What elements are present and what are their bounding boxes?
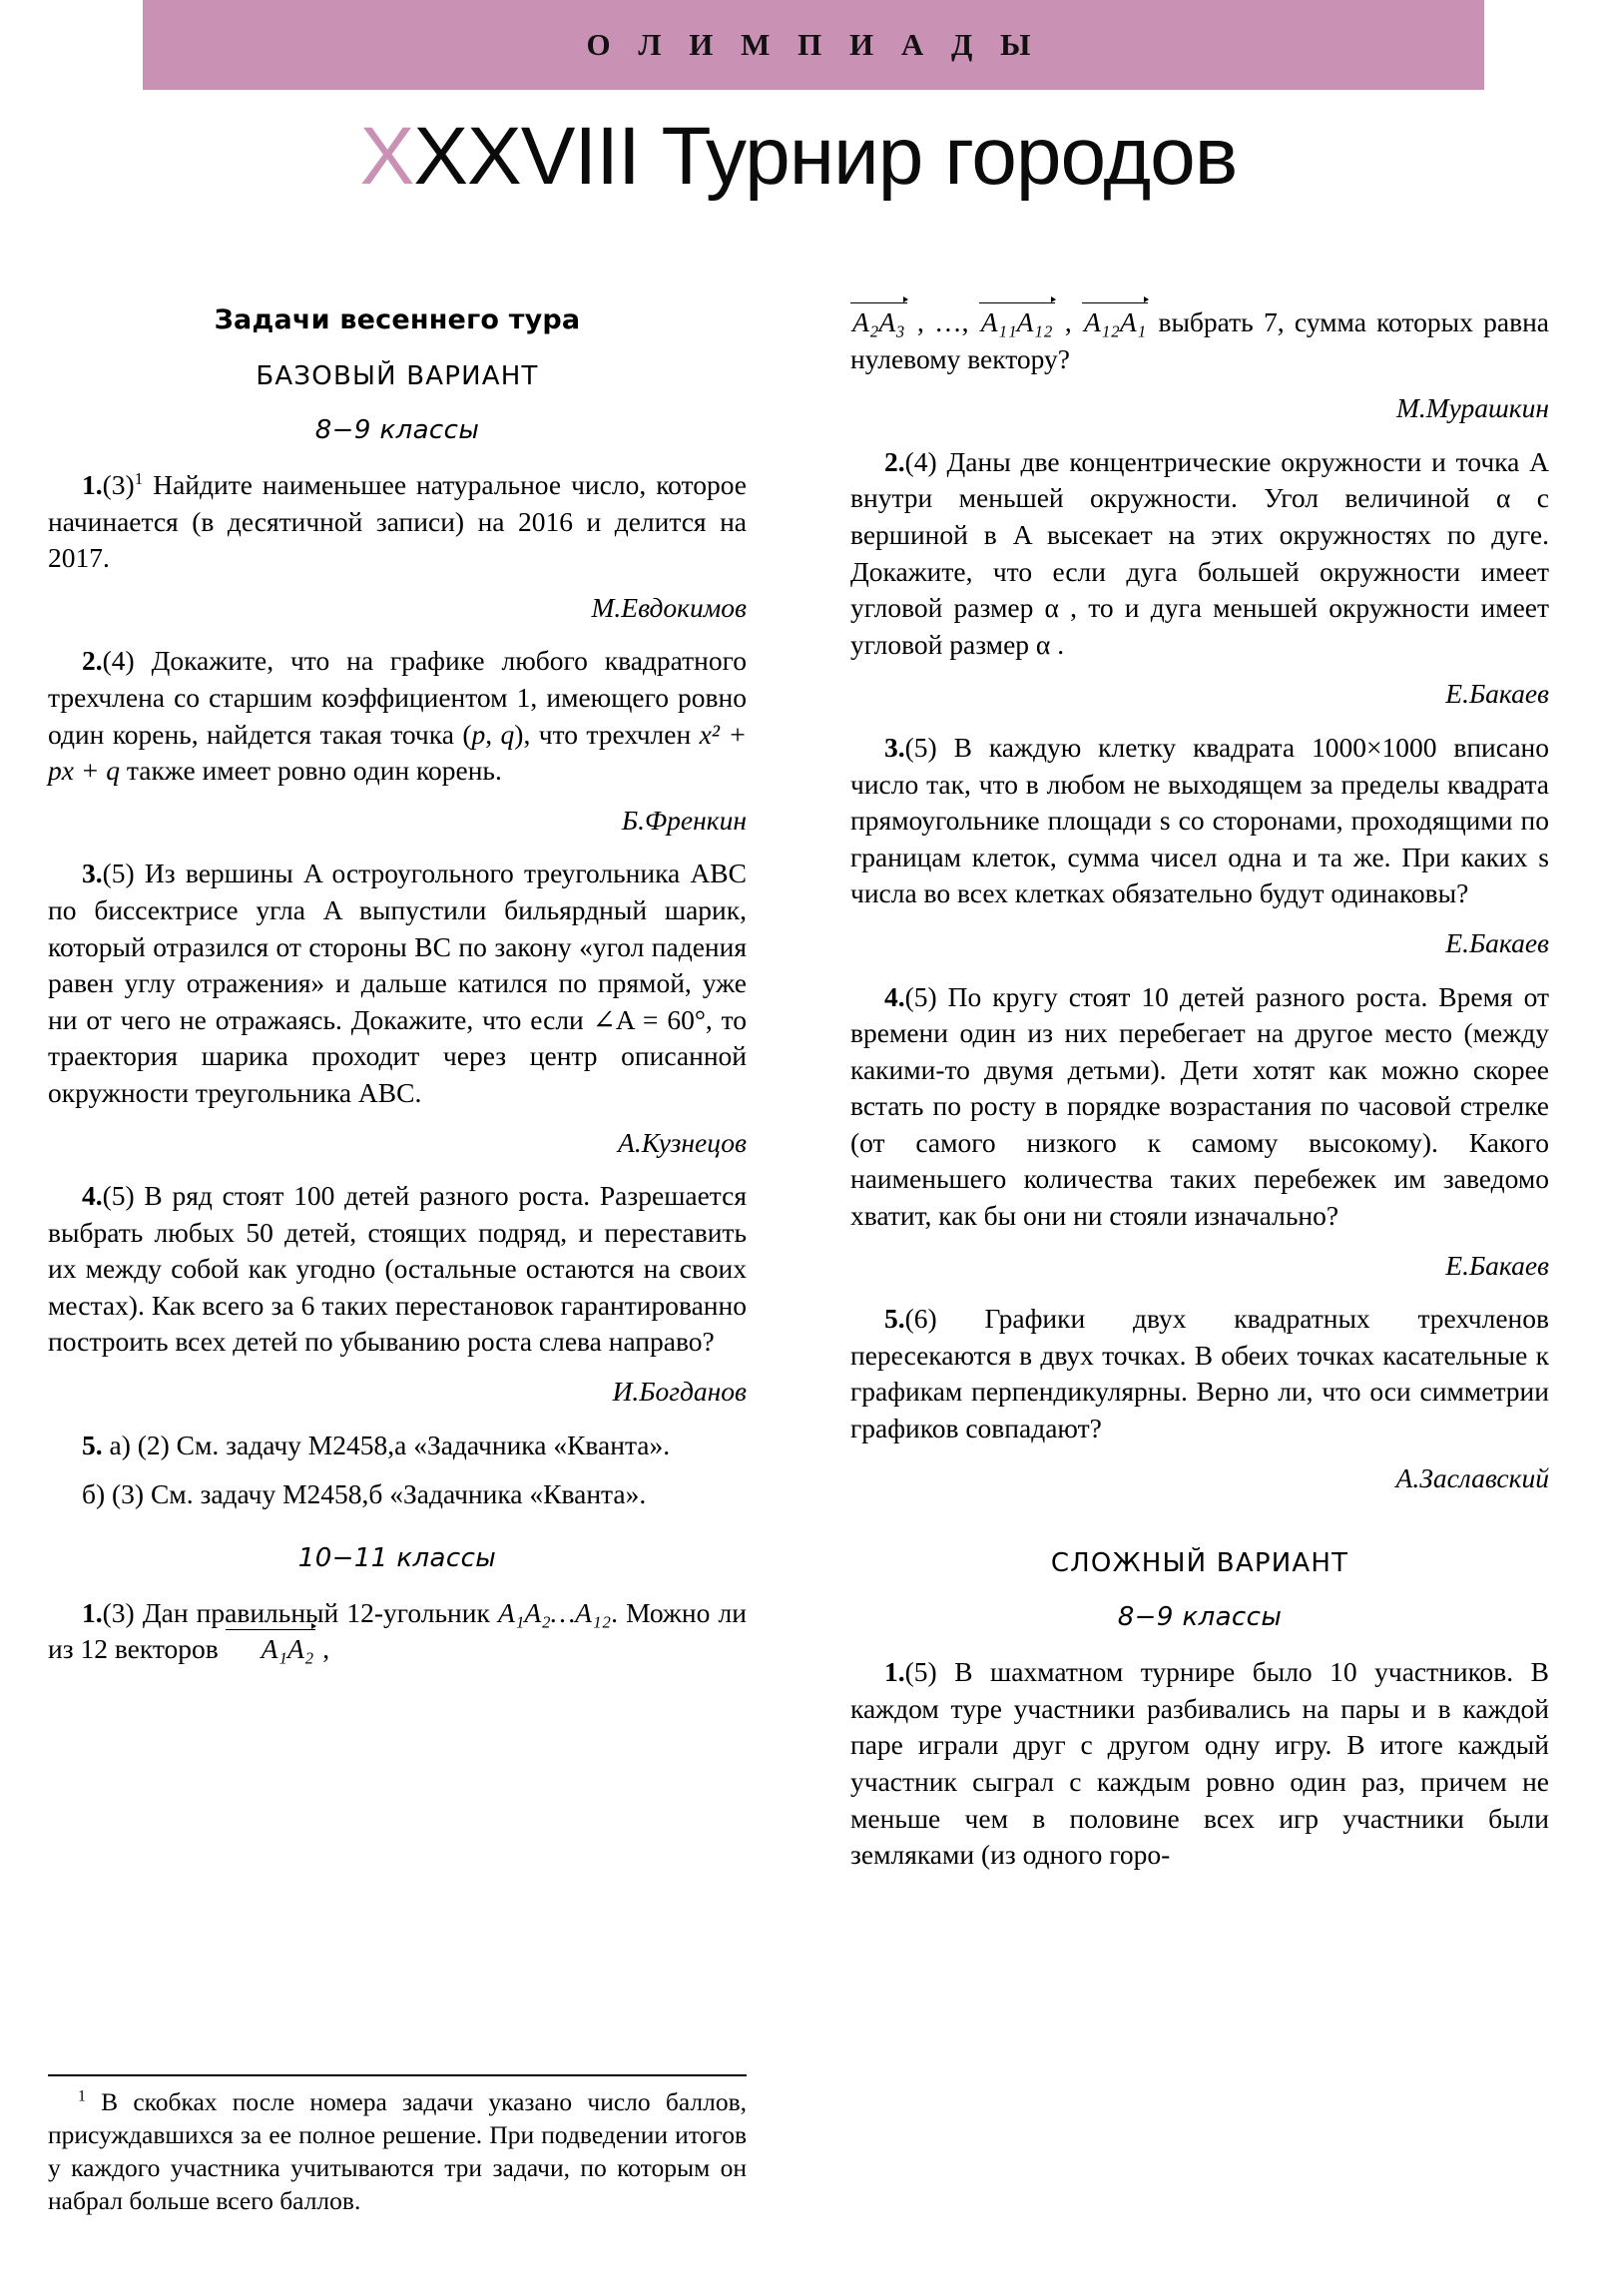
problem-5-part-b: б) (3) См. задачу М2458,б «Задачника «Кванта». (82, 1478, 647, 1510)
section-title: Задачи весеннего тура (214, 304, 581, 335)
math-formula-quadratic: x² + px + q (48, 718, 748, 787)
problem-points: (5) (904, 980, 937, 1012)
problem-points: (3) (102, 469, 135, 500)
problem-number: 2. (884, 445, 905, 477)
problem-text: Из вершины A остроугольного треугольника ABC по биссектрисе угла A выпустили бильярдный шарик, который отразился от стороны BC по закону «угол падения равен углу отражения» и дальше катился по прямой, уже ни от чего не отражаясь. Докажите, что если ∠A = 60°, то траектория шарика проходит через центр описанной окружности треугольника ABC. (48, 858, 747, 1108)
math-vector-a12a1: A₁₂A₁ (1082, 304, 1148, 341)
footnote-text (48, 2085, 747, 2217)
problem-text-after: . Можно ли из 12 векторов (48, 1596, 747, 1665)
olympiad-banner (143, 0, 1484, 90)
problem-3 (48, 856, 747, 1111)
problem-points: (4) (102, 645, 135, 677)
math-grid-size: 1000×1000 (1311, 731, 1437, 763)
problem-points: (5) (102, 1180, 135, 1212)
problem-number: 2. (82, 645, 103, 677)
banner-label: О Л И М П И А Д Ы (586, 27, 1041, 62)
math-ellipsis: , …, (906, 306, 979, 337)
two-column-body (0, 304, 1597, 2296)
problem-text: Найдите наименьшее натуральное число, которое начинается (в десятичной записи) на 2016 и делится на 2017. (48, 469, 747, 574)
math-vector-a2a3: A₂A₃ (850, 304, 907, 341)
page-title (0, 110, 1597, 204)
problem-points: (5) (102, 858, 135, 889)
problem-number: 3. (884, 731, 905, 763)
problem-10-11-3 (850, 730, 1549, 912)
problem-continuation-author: М.Мурашкин (1395, 392, 1549, 424)
problem-trailing: , (315, 1633, 330, 1665)
variant-heading-hard: СЛОЖНЫЙ ВАРИАНТ (1050, 1548, 1349, 1579)
problem-4-author: И.Богданов (612, 1376, 747, 1408)
problem-10-11-5-author: А.Заславский (1395, 1461, 1549, 1493)
problem-number: 3. (82, 858, 103, 889)
footnote-area (48, 2074, 747, 2217)
footnote-marker: 1 (134, 468, 144, 488)
problem-text-before: Дан правильный 12-угольник (134, 1596, 498, 1628)
problem-text: Даны две концентрические окружности и точка A внутри меньшей окружности. Угол величиной α с вершиной в A высекает на этих окружностях по дуге. Докажите, что если дуга большей окружности имеет угловой размер α , то и дуга меньшей окружности имеет угловой размер α . (850, 445, 1549, 660)
footnote-marker: 1 (78, 2087, 86, 2105)
problem-points: (6) (904, 1303, 937, 1335)
math-vector-a1a2: A₁A₂ (226, 1631, 316, 1668)
problem-text: В ряд стоят 100 детей разного роста. Разрешается выбрать любых 50 детей, стоящих подряд, и переставить их между собой как угодно (остальные остаются на своих местах). Как всего за 6 таких перестановок гарантированно построить всех детей по убыванию роста слева направо? (48, 1180, 747, 1358)
problem-number: 5. (82, 1429, 103, 1460)
problem-text: Графики двух квадратных трехчленов пересекаются в двух точках. В обеих точках касательные к графикам перпендикулярны. Верно ли, что оси симметрии графиков совпадают? (850, 1303, 1549, 1444)
math-separator: , (1054, 306, 1082, 337)
problem-10-11-2-author: Е.Бакаев (1445, 678, 1549, 710)
math-var-p: p (471, 718, 486, 750)
problem-10-11-4-author: Е.Бакаев (1445, 1249, 1549, 1281)
problem-3-author: А.Кузнецов (618, 1126, 747, 1158)
problem-10-11-2 (850, 444, 1549, 664)
problem-5-part-a: а) (2) См. задачу М2458,а «Задачника «Кванта». (102, 1429, 671, 1460)
right-column (850, 304, 1549, 1887)
problem-text-before: В каждую клетку квадрата (936, 731, 1312, 763)
problem-number: 1. (82, 1596, 103, 1628)
footnote-body: В скобках после номера задачи указано число баллов, присуждавшихся за ее полное решение. При подведении итогов у каждого участника учитываются три задачи, по которым он набрал больше всего баллов. (48, 2087, 747, 2215)
problem-10-11-3-author: Е.Бакаев (1445, 926, 1549, 958)
problem-points: (3) (102, 1596, 135, 1628)
problem-points: (5) (904, 731, 937, 763)
problem-number: 1. (884, 1656, 905, 1688)
math-var-q: q (500, 718, 515, 750)
math-vector-a11a12: A₁₁A₁₂ (979, 304, 1055, 341)
problem-number: 5. (884, 1303, 905, 1335)
problem-text: По кругу стоят 10 детей разного роста. Время от времени один из них перебегает на другое место (между какими-то двумя детьми). Дети хотят как можно скорее встать по росту в порядке возрастания по часовой стрелке (от самого низкого к самому высокому). Какого наименьшего количества таких перебежек им заведомо хватит, как бы они ни стояли изначально? (850, 980, 1549, 1232)
problem-text-mid: ), что трехчлен (514, 718, 700, 750)
problem-10-11-1 (48, 1595, 747, 1668)
problem-text-before: Докажите, что на графике любого квадратного трехчлена со старшим коэффициентом 1, имеющего ровно один корень, найдется такая точка ( (48, 645, 747, 750)
problem-hard-1 (850, 1654, 1549, 1874)
variant-heading-basic: БАЗОВЫЙ ВАРИАНТ (256, 361, 539, 391)
problem-1 (48, 467, 747, 577)
grade-heading-10-11: 10−11 классы (297, 1542, 497, 1573)
left-column (48, 304, 747, 1681)
problem-text-after: также имеет ровно один корень. (120, 755, 502, 787)
title-accent-letter: X (359, 111, 414, 202)
problem-number: 4. (82, 1180, 103, 1212)
problem-5 (48, 1428, 747, 1464)
footnote-divider (48, 2074, 747, 2076)
problem-2 (48, 643, 747, 789)
problem-2-author: Б.Френкин (621, 804, 747, 836)
problem-text-after: вписано число так, что в любом не выходящем за пределы квадрата прямоугольнике площади s со сторонами, проходящими по границам клеток, сумма чисел одна и та же. При каких s числа во всех клетках обязательно будут одинаковы? (850, 731, 1549, 909)
math-polygon-vertices: A₁A₂…A₁₂ (497, 1596, 612, 1628)
math-comma: , (485, 718, 501, 750)
problem-10-11-4 (850, 979, 1549, 1235)
problem-number: 4. (884, 980, 905, 1012)
problem-number: 1. (82, 469, 103, 500)
problem-text-after: выбрать 7, сумма которых равна нулевому вектору? (850, 306, 1549, 374)
title-text: XXVIII Турнир городов (413, 111, 1238, 202)
problem-continuation (850, 304, 1549, 377)
problem-4 (48, 1178, 747, 1361)
problem-text: В шахматном турнире было 10 участников. В каждом туре участники разбивались на пары и в каждой паре играли друг с другом одну игру. В итоге каждый участник сыграл с каждым ровно один раз, причем не меньше чем в половине всех игр участники были земляками (из одного горо- (850, 1656, 1549, 1871)
problem-1-author: М.Евдокимов (591, 591, 747, 623)
grade-heading-hard-8-9: 8−9 классы (1117, 1602, 1283, 1633)
grade-heading-8-9: 8−9 классы (314, 415, 480, 445)
problem-10-11-5 (850, 1301, 1549, 1446)
problem-points: (5) (904, 1656, 937, 1688)
problem-points: (4) (904, 445, 937, 477)
